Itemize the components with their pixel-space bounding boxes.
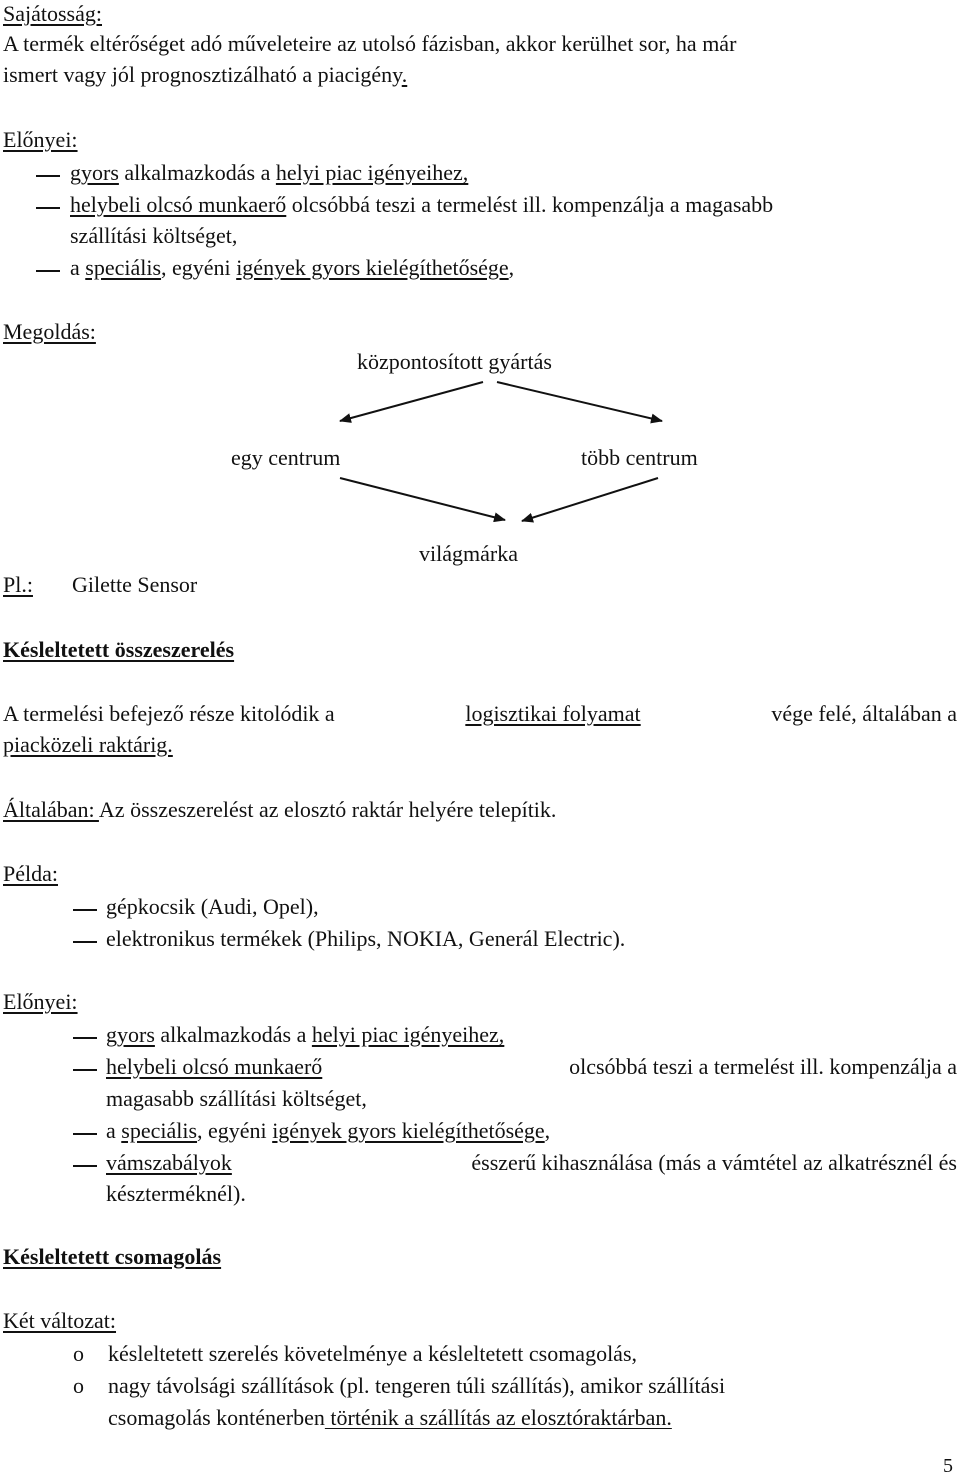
heading-kesleltetett-csomagolas: Késleltetett csomagolás — [3, 1244, 222, 1269]
csomagolas-item2-line1: nagy távolsági szállítások (pl. tengeren túli szállítás), amikor szállítási — [108, 1373, 726, 1398]
arrow-tobb-to-vilagmarka — [522, 478, 658, 521]
elonyei2-item3: a speciális, egyéni igények gyors kielégíthetősége, — [106, 1118, 551, 1143]
elonyei-label-2: Előnyei: — [3, 989, 78, 1014]
ket-valtozat-label: Két változat: — [3, 1308, 117, 1333]
sajatossag-line2: ismert vagy jól prognosztizálható a piacigény. — [3, 62, 408, 87]
dash-bullet — [73, 1133, 97, 1135]
sajatossag-line1: A termék eltérőséget adó műveleteire az utolsó fázisban, akkor kerülhet sor, ha már — [3, 31, 737, 56]
arrow-to-tobb-centrum — [497, 382, 662, 421]
elonyei2-item1: gyors alkalmazkodás a helyi piac igényeihez, — [106, 1022, 505, 1047]
dash-bullet — [73, 1037, 97, 1039]
heading-kesleltetett-osszeszereles: Késleltetett összeszerelés — [3, 637, 235, 662]
dash-bullet — [73, 909, 97, 911]
logisztikai-folyamat-link: logisztikai folyamat — [465, 701, 641, 726]
elonyei1-item3: a speciális, egyéni igények gyors kielégíthetősége, — [70, 255, 515, 280]
dash-bullet — [73, 941, 97, 943]
elonyei2-item4: vámszabályok ésszerű kihasználása (más a vámtétel az alkatrésznél és — [106, 1150, 957, 1175]
elonyei-label-1: Előnyei: — [3, 127, 78, 152]
node-tobb-centrum: több centrum — [581, 445, 698, 470]
node-vilagmarka: világmárka — [419, 541, 518, 566]
pelda-label: Példa: — [3, 861, 58, 886]
page-number: 5 — [943, 1455, 953, 1477]
dash-bullet — [73, 1069, 97, 1071]
osszeszereles-para-line1: A termelési befejező része kitolódik a logisztikai folyamat vége felé, általában a — [3, 701, 957, 726]
dash-bullet — [73, 1165, 97, 1167]
bullet-o: o — [73, 1373, 84, 1398]
pelda-item1: gépkocsik (Audi, Opel), — [106, 894, 319, 919]
altalaban-line: Általában: Az összeszerelést az elosztó raktár helyére telepítik. — [3, 797, 557, 822]
node-kozpontositott-gyartas: központosított gyártás — [357, 349, 552, 374]
arrow-to-egy-centrum — [340, 382, 483, 421]
elonyei1-item2-cont: szállítási költséget, — [70, 223, 238, 248]
pl-example: Gilette Sensor — [72, 572, 198, 597]
csomagolas-item1: késleltetett szerelés követelménye a késleltetett csomagolás, — [108, 1341, 638, 1366]
elonyei1-item1: gyors alkalmazkodás a helyi piac igényeihez, — [70, 160, 469, 185]
megoldas-label: Megoldás: — [3, 319, 96, 344]
elonyei2-item4-cont: készterméknél). — [106, 1181, 246, 1206]
elonyei2-item2-cont: magasabb szállítási költséget, — [106, 1086, 367, 1111]
elonyei2-item2: helybeli olcsó munkaerő olcsóbbá teszi a termelést ill. kompenzálja a — [106, 1054, 957, 1079]
bullet-o: o — [73, 1341, 84, 1366]
pl-label: Pl.: — [3, 572, 33, 597]
pelda-item2: elektronikus termékek (Philips, NOKIA, Generál Electric). — [106, 926, 626, 951]
arrow-egy-to-vilagmarka — [340, 478, 505, 520]
elonyei1-item2: helybeli olcsó munkaerő olcsóbbá teszi a termelést ill. kompenzálja a magasabb — [70, 192, 774, 217]
csomagolas-item2-line2: csomagolás konténerben történik a szállítás az elosztóraktárban. — [108, 1405, 672, 1430]
node-egy-centrum: egy centrum — [231, 445, 341, 470]
osszeszereles-para-line2: piacközeli raktárig. — [3, 732, 173, 757]
diagram-arrows — [0, 0, 960, 600]
sajatossag-label: Sajátosság: — [3, 1, 102, 26]
